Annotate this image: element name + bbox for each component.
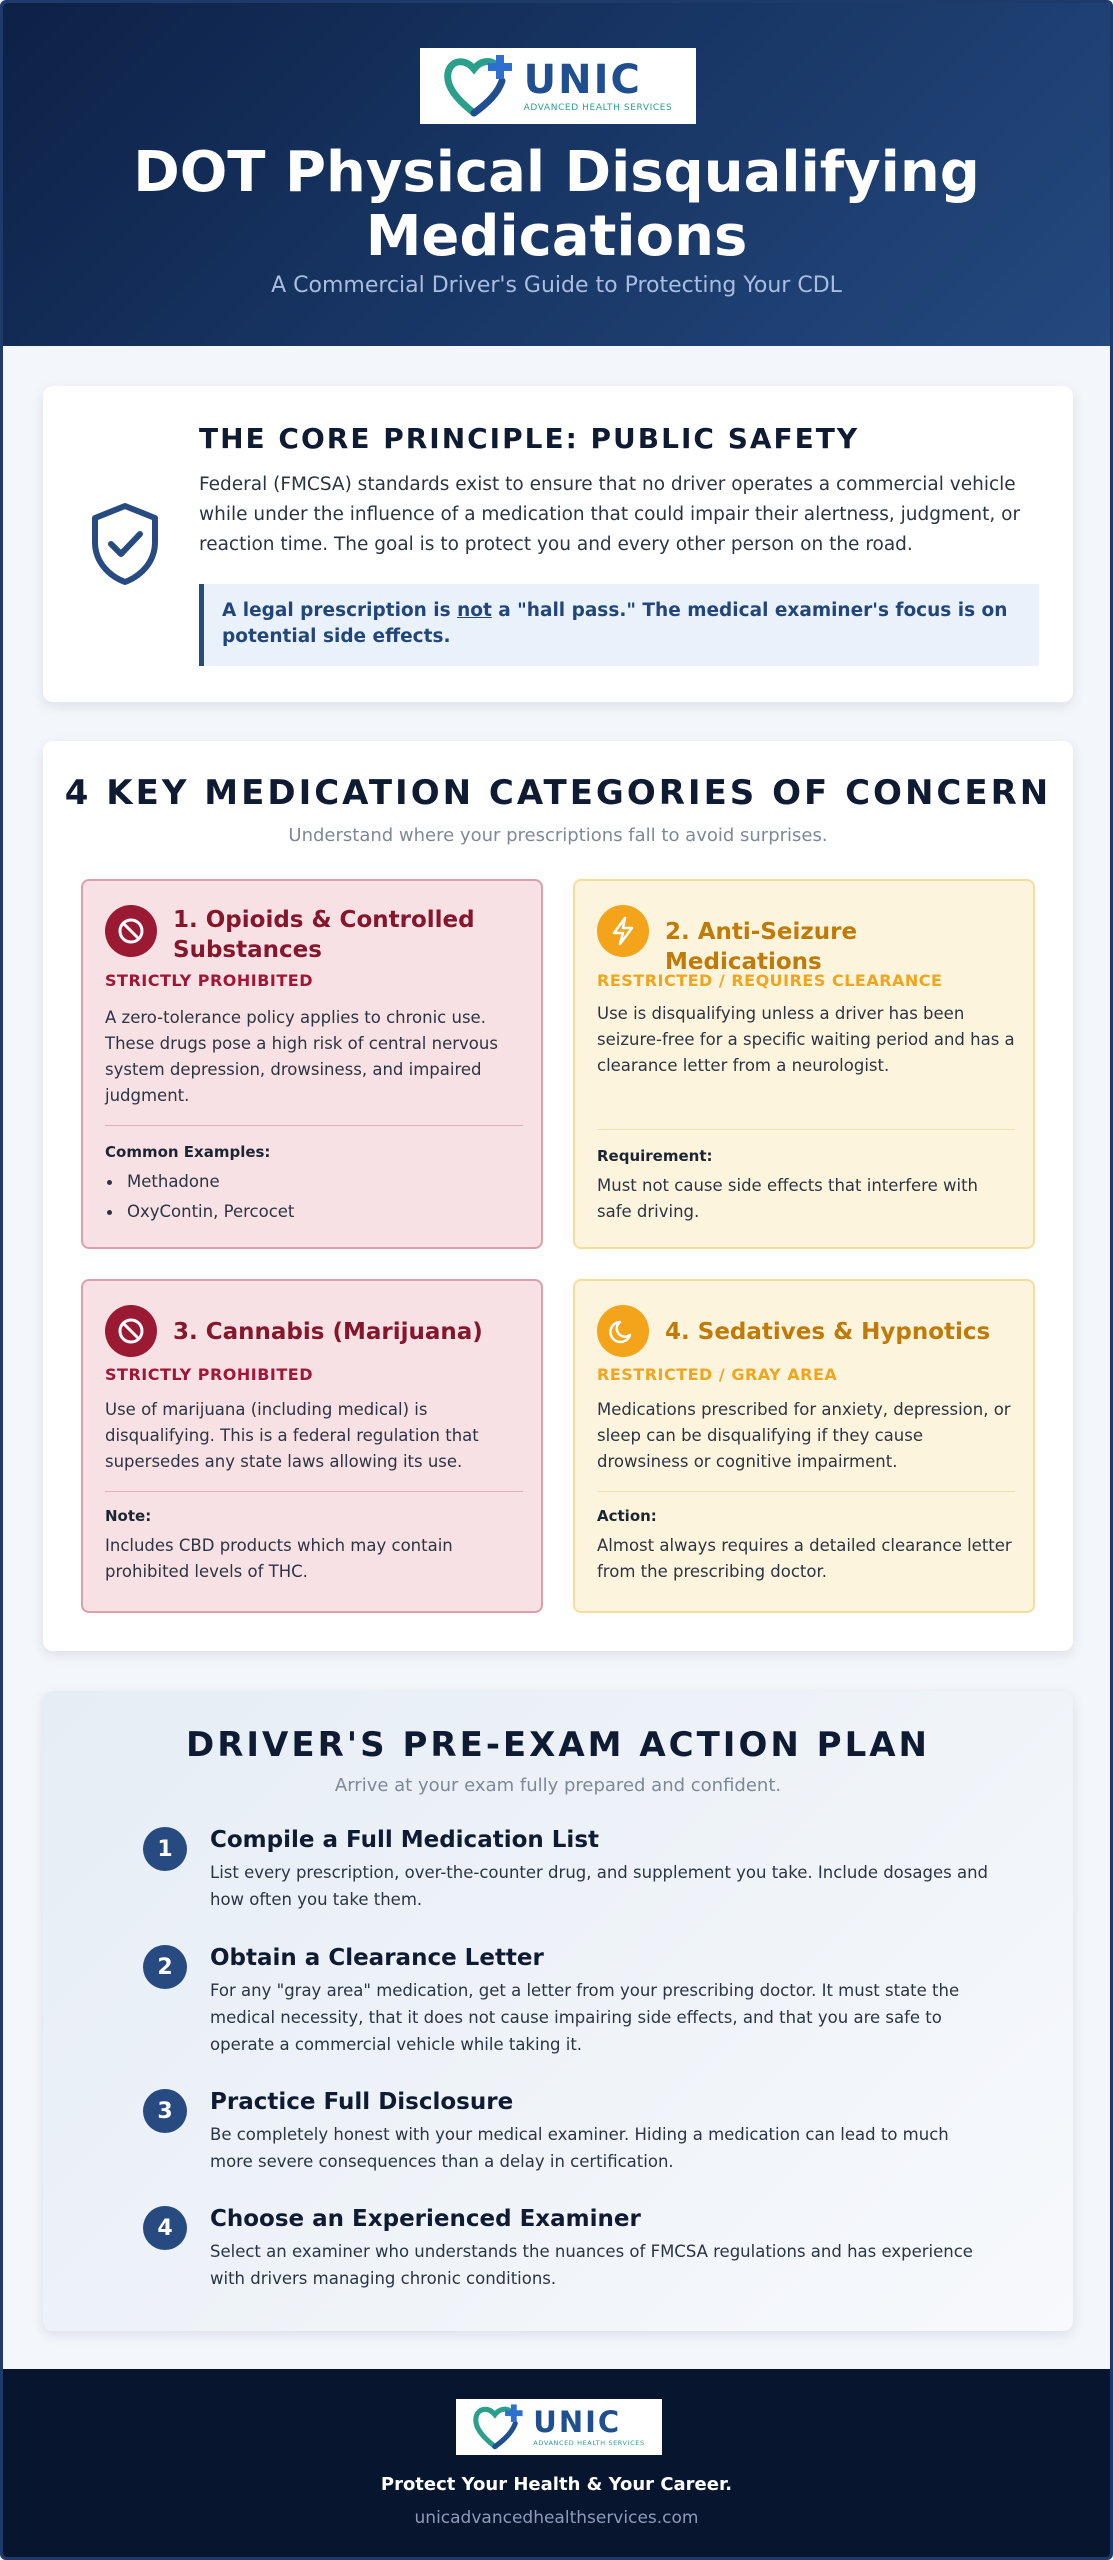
divider — [105, 1125, 523, 1126]
category-title: 1. Opioids & Controlled Substances — [173, 907, 475, 963]
step-title: Compile a Full Medication List — [210, 1827, 600, 1853]
step-text: List every prescription, over-the-counter drug, and supplement you take. Include dosages and how often you take them. — [210, 1863, 988, 1909]
step-title: Practice Full Disclosure — [210, 2089, 514, 2115]
brand-name: UNIC — [533, 2404, 622, 2439]
category-card-cannabis — [81, 1279, 543, 1613]
footer-logo — [456, 2399, 662, 2455]
step-text: Select an examiner who understands the nuances of FMCSA regulations and has experience with drivers managing chronic conditions. — [210, 2242, 973, 2288]
brand-name: UNIC — [523, 56, 642, 103]
footer-tagline: Protect Your Health & Your Career. — [380, 2474, 733, 2495]
lightning-icon — [597, 905, 649, 957]
principle-title: THE CORE PRINCIPLE: PUBLIC SAFETY — [199, 422, 860, 455]
step-text: Be completely honest with your medical examiner. Hiding a medication can lead to much more severe consequences than a delay in certification. — [210, 2125, 949, 2171]
category-note: Almost always requires a detailed clearance letter from the prescribing doctor. — [597, 1536, 1012, 1581]
step-number: 3 — [143, 2089, 187, 2133]
divider — [597, 1491, 1015, 1492]
footer — [3, 2369, 1110, 2560]
step-number: 4 — [143, 2206, 187, 2250]
plan-subtitle: Arrive at your exam fully prepared and confident. — [334, 1775, 782, 1796]
callout-text-start: A legal prescription is — [222, 600, 458, 621]
action-plan-card — [43, 1691, 1073, 2331]
list-item: Methadone — [127, 1167, 294, 1197]
category-label: Note: — [105, 1507, 152, 1525]
category-title: 3. Cannabis (Marijuana) — [173, 1319, 483, 1345]
category-description: Medications prescribed for anxiety, depression, or sleep can be disqualifying if they cause drowsiness or cognitive impairment. — [597, 1400, 1011, 1471]
moon-icon — [597, 1305, 649, 1357]
category-card-anti-seizure — [573, 879, 1035, 1249]
category-title: 2. Anti-Seizure Medications — [665, 919, 858, 975]
category-note: Must not cause side effects that interfere with safe driving. — [597, 1176, 978, 1221]
brand-logo — [420, 48, 696, 124]
step-text: For any "gray area" medication, get a letter from your prescribing doctor. It must state the medical necessity, that it does not cause impairing side effects, and that you are safe to operate a commercial vehicle while taking it. — [210, 1981, 960, 2054]
page-title: DOT Physical Disqualifying Medications — [133, 140, 980, 269]
category-label: Requirement: — [597, 1147, 713, 1165]
core-principle-card — [43, 386, 1073, 702]
header-banner — [3, 3, 1110, 346]
step-number: 1 — [143, 1827, 187, 1871]
prohibited-icon — [105, 1305, 157, 1357]
prohibited-icon — [105, 905, 157, 957]
category-description: Use is disqualifying unless a driver has been seizure-free for a specific waiting period and has a clearance letter from a neurologist. — [597, 1004, 1015, 1075]
brand-tagline: ADVANCED HEALTH SERVICES — [533, 2438, 645, 2447]
category-card-sedatives — [573, 1279, 1035, 1613]
categories-title: 4 KEY MEDICATION CATEGORIES OF CONCERN — [64, 773, 1052, 813]
examples-list — [127, 1167, 294, 1227]
category-label: Action: — [597, 1507, 657, 1525]
status-badge: STRICTLY PROHIBITED — [105, 1365, 313, 1384]
website-link[interactable]: unicadvancedhealthservices.com — [414, 2508, 699, 2528]
category-description: Use of marijuana (including medical) is disqualifying. This is a federal regulation that supersedes any state laws allowing its use. — [105, 1400, 479, 1471]
status-badge: RESTRICTED / GRAY AREA — [597, 1365, 838, 1384]
plan-title: DRIVER'S PRE-EXAM ACTION PLAN — [185, 1725, 931, 1765]
category-note: Includes CBD products which may contain prohibited levels of THC. — [105, 1536, 453, 1581]
status-badge: RESTRICTED / REQUIRES CLEARANCE — [597, 971, 943, 990]
shield-check-icon — [89, 502, 161, 586]
medication-categories-card — [43, 741, 1073, 1651]
step-number: 2 — [143, 1945, 187, 1989]
principle-body: Federal (FMCSA) standards exist to ensure that no driver operates a commercial vehicle while under the influence of a medication that could impair their alertness, judgment, or reaction time. The goal is to protect you and every other person on the road. — [199, 474, 1021, 555]
category-description: A zero-tolerance policy applies to chronic use. These drugs pose a high risk of central nervous system depression, drowsiness, and impaired judgment. — [105, 1008, 498, 1105]
categories-subtitle: Understand where your prescriptions fall to avoid surprises. — [288, 825, 828, 846]
status-badge: STRICTLY PROHIBITED — [105, 971, 313, 990]
divider — [597, 1129, 1015, 1130]
callout-emphasis: not — [457, 600, 492, 621]
brand-tagline: ADVANCED HEALTH SERVICES — [523, 102, 673, 113]
step-title: Obtain a Clearance Letter — [210, 1945, 544, 1971]
callout-text-end: a "hall pass." The medical examiner's focus is on potential side effects. — [222, 600, 1008, 647]
category-card-opioids — [81, 879, 543, 1249]
heart-cross-icon — [473, 2403, 527, 2451]
divider — [105, 1491, 523, 1492]
page-subtitle: A Commercial Driver's Guide to Protecting Your CDL — [271, 273, 842, 298]
principle-callout — [199, 584, 1039, 666]
step-title: Choose an Experienced Examiner — [210, 2206, 641, 2232]
list-item: OxyContin, Percocet — [127, 1197, 294, 1227]
category-title: 4. Sedatives & Hypnotics — [665, 1319, 991, 1345]
heart-cross-icon — [444, 53, 518, 119]
category-label: Common Examples: — [105, 1143, 271, 1161]
